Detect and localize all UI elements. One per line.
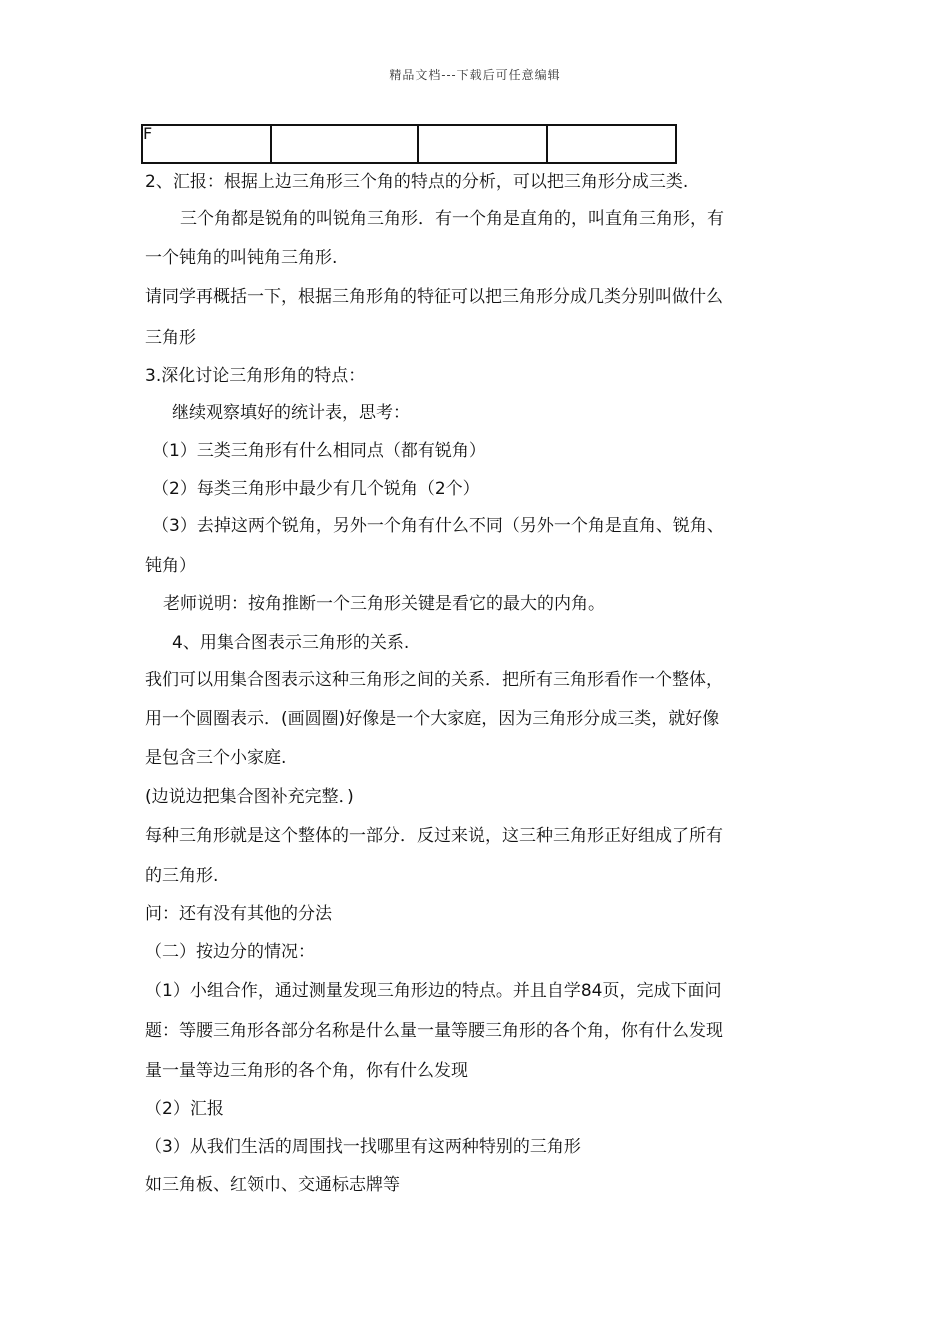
text-line: （二）按边分的情况：: [145, 942, 315, 962]
text-line: 老师说明：按角推断一个三角形关键是看它的最大的内角。: [163, 594, 605, 614]
text-line: (边说边把集合图补充完整．): [145, 787, 354, 807]
text-line: 量一量等边三角形的各个角，你有什么发现: [145, 1061, 468, 1081]
text-line: 继续观察填好的统计表，思考：: [172, 403, 410, 423]
text-line: 题：等腰三角形各部分名称是什么量一量等腰三角形的各个角，你有什么发现: [145, 1021, 723, 1041]
text-line: 三个角都是锐角的叫锐角三角形．有一个角是直角的，叫直角三角形，有: [180, 209, 724, 229]
text-line: 如三角板、红领巾、交通标志牌等: [145, 1175, 400, 1195]
text-line: 一个钝角的叫钝角三角形.: [145, 248, 338, 268]
text-line: 4、用集合图表示三角形的关系.: [172, 633, 410, 653]
text-line: 2、汇报：根据上边三角形三个角的特点的分析，可以把三角形分成三类.: [145, 172, 689, 192]
text-line: 是包含三个小家庭.: [145, 748, 287, 768]
text-line: 问：还有没有其他的分法: [145, 904, 332, 924]
text-line: 我们可以用集合图表示这种三角形之间的关系．把所有三角形看作一个整体，: [145, 670, 723, 690]
text-line: 每种三角形就是这个整体的一部分．反过来说，这三种三角形正好组成了所有: [145, 826, 723, 846]
table-cell: [271, 125, 418, 163]
text-line: （1）小组合作，通过测量发现三角形边的特点。并且自学84页，完成下面问: [145, 981, 722, 1001]
table-cell: F: [142, 125, 271, 163]
text-line: 三角形: [145, 328, 196, 348]
text-line: 3.深化讨论三角形角的特点：: [145, 366, 366, 386]
text-line: 请同学再概括一下，根据三角形角的特征可以把三角形分成几类分别叫做什么: [145, 287, 723, 307]
text-line: （3）去掉这两个锐角，另外一个角有什么不同（另外一个角是直角、锐角、: [152, 516, 724, 536]
table-cell: [418, 125, 547, 163]
text-line: （1）三类三角形有什么相同点（都有锐角）: [152, 441, 486, 461]
text-line: （2）汇报: [145, 1099, 224, 1119]
text-line: 的三角形.: [145, 866, 219, 886]
table-row: [142, 125, 676, 163]
text-line: 用一个圆圈表示．(画圆圈)好像是一个大家庭，因为三角形分成三类，就好像: [145, 709, 720, 729]
text-line: 钝角）: [145, 556, 196, 576]
text-line: （2）每类三角形中最少有几个锐角（2个）: [152, 479, 480, 499]
statistics-table: [141, 124, 677, 164]
table-cell: [547, 125, 676, 163]
text-line: （3）从我们生活的周围找一找哪里有这两种特别的三角形: [145, 1137, 581, 1157]
page-header: 精品文档---下载后可任意编辑: [389, 68, 561, 82]
